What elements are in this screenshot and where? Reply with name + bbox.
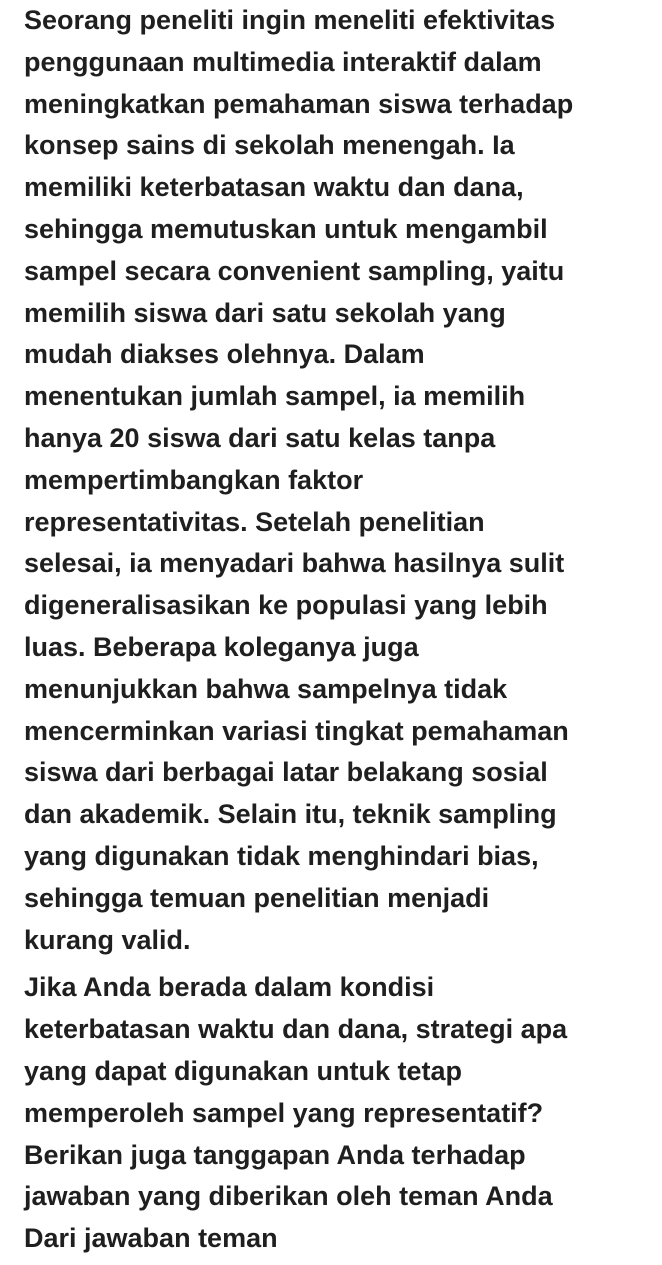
document-body — [24, 0, 652, 1218]
paragraph-case-description: Seorang peneliti ingin meneliti efektivitas penggunaan multimedia interaktif dalam meningkatkan pemahaman siswa terhadap konsep sains di sekolah menengah. Ia memiliki keterbatasan waktu dan dana, sehingga memutuskan untuk mengambil sampel secara convenient sampling, yaitu memilih siswa dari satu sekolah yang mudah diakses olehnya. Dalam menentukan jumlah sampel, ia memilih hanya 20 siswa dari satu kelas tanpa mempertimbangkan faktor representativitas. Setelah penelitian selesai, ia menyadari bahwa hasilnya sulit digeneralisasikan ke populasi yang lebih luas. Beberapa koleganya juga menunjukkan bahwa sampelnya tidak mencerminkan variasi tingkat pemahaman siswa dari berbagai latar belakang sosial dan akademik. Selain itu, teknik sampling yang digunakan tidak menghindari bias, sehingga temuan penelitian menjadi kurang valid. — [24, 5, 574, 955]
cut-off-text: Dari jawaban teman — [24, 1223, 278, 1253]
paragraph-question: Jika Anda berada dalam kondisi keterbatasan waktu dan dana, strategi apa yang dapat digunakan untuk tetap memperoleh sampel yang representatif? Berikan juga tanggapan Anda terhadap jawaban yang diberikan oleh teman Anda — [24, 972, 568, 1212]
cut-off-text-line — [24, 1223, 624, 1253]
